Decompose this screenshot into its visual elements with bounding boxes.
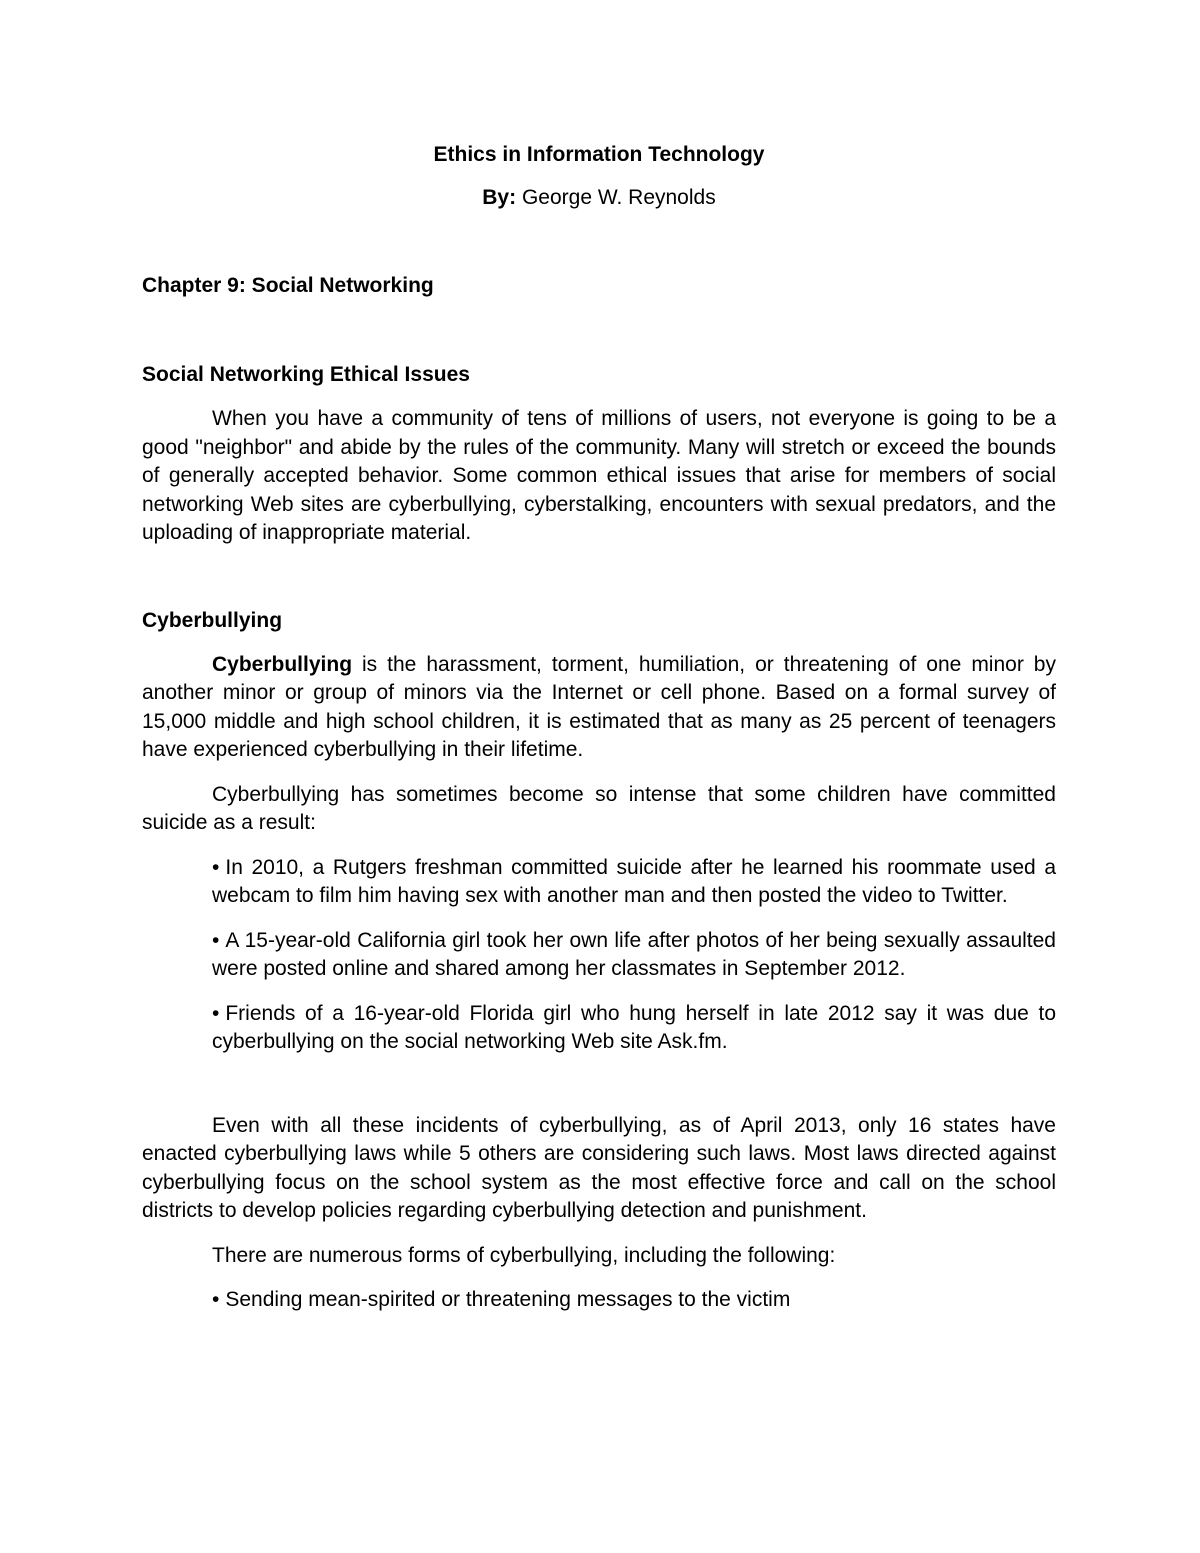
bullet-icon: • [212, 1001, 220, 1025]
document-page [142, 140, 1056, 1315]
chapter-heading: Chapter 9: Social Networking [142, 274, 434, 297]
ethical-issues-paragraph: When you have a community of tens of millions of users, not everyone is going to be a good "neighbor" and abide by the rules of the community. Many will stretch or exceed the bounds of generally accepted behavior. Some common ethical issues that arise for members of social networking Web sites are cyberbullying, cyberstalking, encounters with sexual predators, and the uploading of inappropriate material. [142, 407, 1056, 544]
section-heading-cyberbullying: Cyberbullying [142, 608, 283, 632]
section-heading-ethical-issues: Social Networking Ethical Issues [142, 363, 470, 386]
bullet-icon: • [212, 928, 220, 952]
byline-label: By: [482, 186, 517, 209]
cyberbullying-definition-paragraph [142, 651, 1056, 765]
document-title: Ethics in Information Technology [433, 143, 765, 166]
laws-paragraph: Even with all these incidents of cyberbullying, as of April 2013, only 16 states have enacted cyberbullying laws while 5 others are considering such laws. Most laws directed against cyberbullying focus on the school system as the most effective force and call on the school districts to develop policies regarding cyberbullying detection and punishment. [142, 1113, 1056, 1222]
bullet-icon: • [212, 1288, 220, 1311]
byline [142, 183, 1056, 213]
author-name: George W. Reynolds [521, 186, 716, 209]
forms-intro-paragraph: There are numerous forms of cyberbullying, including the following: [212, 1243, 836, 1267]
list-item [212, 927, 1056, 984]
list-item-text: Sending mean-spirited or threatening messages to the victim [225, 1288, 791, 1311]
list-item [212, 854, 1056, 911]
bullet-icon: • [212, 855, 220, 879]
list-item-text: A 15-year-old California girl took her own life after photos of her being sexually assaulted were posted online and shared among her classmates in September 2012. [212, 928, 1056, 980]
list-item-text: In 2010, a Rutgers freshman committed suicide after he learned his roommate used a webcam to film him having sex with another man and then posted the video to Twitter. [212, 855, 1056, 907]
suicide-intro-paragraph: Cyberbullying has sometimes become so intense that some children have committed suicide as a result: [142, 782, 1056, 834]
list-item [212, 1000, 1056, 1057]
definition-text: is the harassment, torment, humiliation, or threatening of one minor by another minor or group of minors via the Internet or cell phone. Based on a formal survey of 15,000 middle and high school children, it is estimated that as many as 25 percent of teenagers have experienced cyberbullying in their lifetime. [142, 652, 1056, 761]
incident-list [142, 854, 1056, 1057]
definition-term: Cyberbullying [212, 652, 353, 676]
list-item [212, 1286, 1056, 1315]
forms-list [142, 1286, 1056, 1315]
list-item-text: Friends of a 16-year-old Florida girl who hung herself in late 2012 say it was due to cyberbullying on the social networking Web site Ask.fm. [212, 1001, 1056, 1053]
